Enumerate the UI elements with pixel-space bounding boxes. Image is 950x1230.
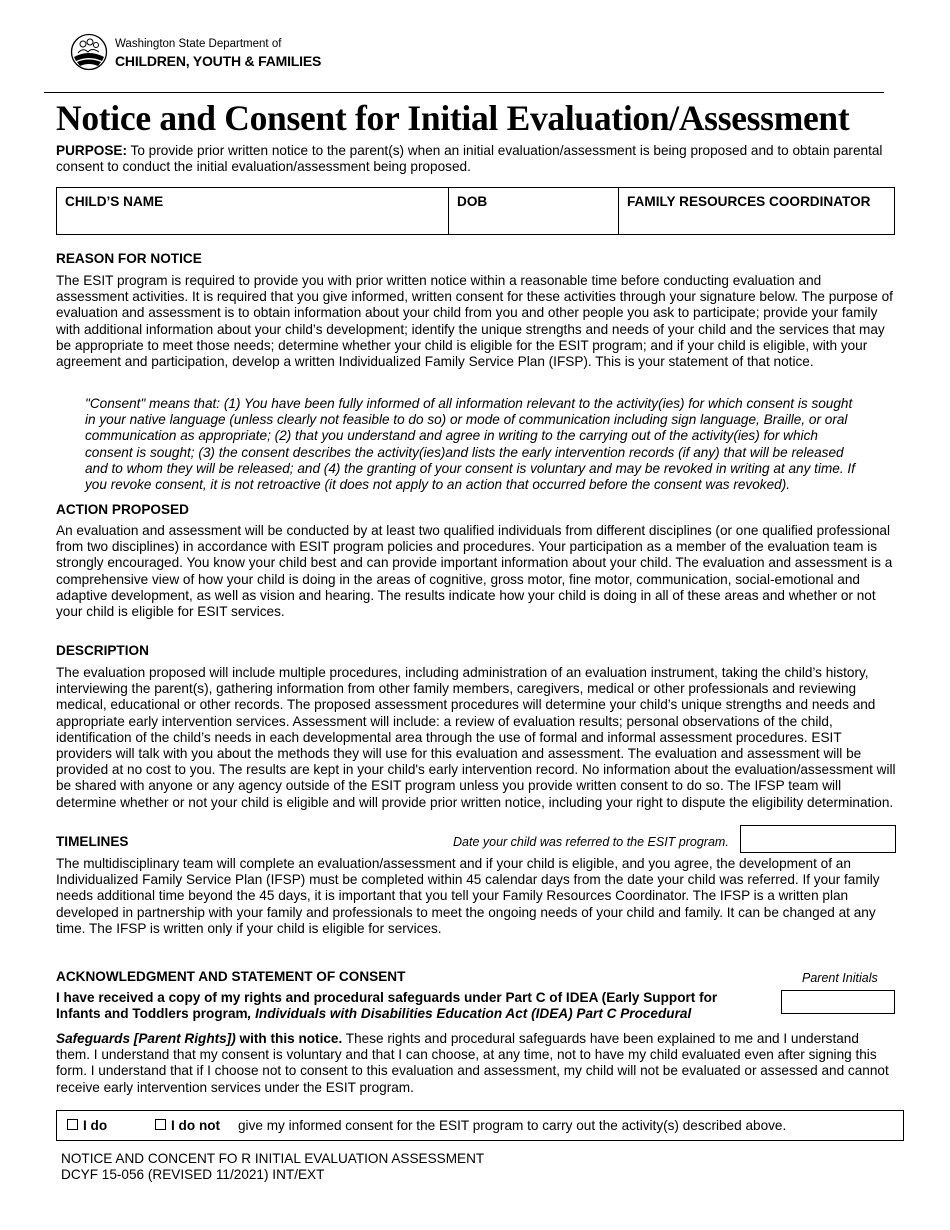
- ack-bold-line1: I have received a copy of my rights and procedural safeguards under Part C of IDEA (Early Support for: [56, 990, 718, 1005]
- org-name-line2: CHILDREN, YOUTH & FAMILIES: [115, 53, 322, 69]
- childs-name-label: CHILD’S NAME: [65, 194, 164, 209]
- ack-safeguards: Safeguards [Parent Rights]): [56, 1031, 236, 1046]
- form-title-footer: NOTICE AND CONCENT FO R INITIAL EVALUATION ASSESSMENT: [61, 1151, 485, 1166]
- timelines-heading: TIMELINES: [56, 834, 129, 849]
- consent-statement: give my informed consent for the ESIT program to carry out the activity(s) described above.: [238, 1118, 787, 1133]
- referral-date-label: Date your child was referred to the ESIT program.: [453, 835, 729, 849]
- parent-initials-label: Parent Initials: [802, 971, 878, 985]
- frc-field[interactable]: [619, 188, 895, 235]
- referral-date-input[interactable]: [740, 825, 896, 853]
- org-name-line1: Washington State Department of: [115, 38, 282, 50]
- i-do-checkbox[interactable]: [67, 1118, 107, 1133]
- ack-paragraph: [56, 1031, 896, 1096]
- ack-heading: ACKNOWLEDGMENT AND STATEMENT OF CONSENT: [56, 969, 406, 984]
- dcyf-logo: [70, 33, 322, 75]
- action-paragraph: An evaluation and assessment will be conducted by at least two qualified individuals from different disciplines (or one qualified professional from two disciplines) in accordance with ESIT program policies and procedures. Your participation as a member of the evaluation team is strongly encouraged. You know your child best and can provide important information about your child. The evaluation and assessment is a comprehensive view of how your child is doing in the areas of cognitive, gross motor, fine motor, communication, social-emotional and adaptive development, as well as vision and hearing. The results indicate how your child is doing in all of these areas and whether or not your child is eligible for ESIT services.: [56, 523, 893, 620]
- ack-bold-line2b: , Individuals with Disabilities Education Act (IDEA) Part C Procedural: [247, 1006, 692, 1022]
- ack-text: These rights and procedural safeguards have been explained to me and I understand them. I understand that my consent is voluntary and that I can choose, at any time, not to have my child evaluated even after signing this form. I understand that if I choose not to consent to this evaluation and assessment, my child will not be evaluated or assessed and cannot receive early intervention services under the ESIT program.: [56, 1031, 889, 1095]
- parent-initials-input[interactable]: [781, 990, 895, 1014]
- checkbox-icon: [155, 1119, 166, 1130]
- i-do-label: I do: [83, 1118, 108, 1133]
- description-heading: DESCRIPTION: [56, 643, 149, 658]
- ack-bold-statement: [56, 990, 776, 1022]
- consent-choice-bar: [56, 1110, 904, 1141]
- purpose-paragraph: [56, 143, 896, 175]
- description-paragraph: The evaluation proposed will include multiple procedures, including administration of an evaluation instrument, taking the child’s history, interviewing the parent(s), gathering information from other family members, caregivers, medical or other professionals and reviewing medical, educational or other records. The proposed assessment procedures will determine your child’s unique strengths and needs and appropriate early intervention services. Assessment will include: a review of evaluation results; personal observations of the child, identification of the child’s needs in each developmental area through the use of formal and informal assessment procedures. ESIT providers will talk with you about the methods they will use for this evaluation and assessment. The evaluation and assessment will be provided at no cost to you. The results are kept in your child's early intervention record. No information about the evaluation/assessment will be shared with anyone or any agency outside of the ESIT program unless you provide written consent to do so. The IFSP team will determine whether or not your child is eligible and will provide prior written notice, including your right to dispute the eligibility determination.: [56, 665, 896, 810]
- reason-heading: REASON FOR NOTICE: [56, 251, 202, 266]
- action-heading: ACTION PROPOSED: [56, 502, 189, 517]
- purpose-label: PURPOSE:: [56, 143, 128, 158]
- i-do-not-label: I do not: [171, 1118, 221, 1133]
- i-do-not-checkbox[interactable]: [155, 1118, 220, 1133]
- purpose-text: To provide prior written notice to the parent(s) when an initial evaluation/assessment is being proposed and to obtain parental consent to conduct the initial evaluation/assessment being proposed.: [56, 143, 883, 175]
- form-number-footer: DCYF 15-056 (REVISED 11/2021) INT/EXT: [61, 1167, 325, 1182]
- consent-definition: "Consent" means that: (1) You have been fully informed of all information relevant to the activity(ies) for which consent is sought in your native language (unless clearly not feasible to do so) or mode of communication including sign language, Braille, or oral communication as appropriate; (2) that you understand and agree in writing to the carrying out of the activity(ies) for which consent is sought; (3) the consent describes the activity(ies)and lists the early intervention records (if any) that will be released and to whom they will be released; and (4) the granting of your consent is voluntary and may be revoked in writing at any time. If you revoke consent, it is not retroactive (it does not apply to an action that occurred before the consent was revoked).: [85, 396, 855, 493]
- checkbox-icon: [67, 1119, 78, 1130]
- child-info-table: [56, 187, 895, 235]
- reason-paragraph: The ESIT program is required to provide you with prior written notice within a reasonable time before conducting evaluation and assessment activities. It is required that you give informed, written consent for these activities through your signature below. The purpose of evaluation and assessment is to obtain information about your child from you and other people you ask to participate; provide your family with additional information about your child’s development; identify the unique strengths and needs of your child and the services that may be appropriate to meet those needs; determine whether your child is eligible for the ESIT program; and if your child is eligible, with your agreement and participation, develop a written Individualized Family Service Plan (IFSP). This is your statement of that notice.: [56, 273, 893, 370]
- ack-bold-line2a: Infants and Toddlers program: [56, 1006, 248, 1022]
- frc-label: FAMILY RESOURCES COORDINATOR: [627, 194, 871, 209]
- header-rule: [44, 92, 884, 93]
- family-logo-icon: [70, 33, 108, 71]
- dob-field[interactable]: [449, 188, 619, 235]
- timelines-paragraph: The multidisciplinary team will complete an evaluation/assessment and if your child is eligible, and you agree, the development of an Individualized Family Service Plan (IFSP) must be completed within 45 calendar days from the date your child was referred. If your family needs additional time beyond the 45 days, it is important that you tell your Family Resources Coordinator. The IFSP is a written plan developed in partnership with your family and professionals to meet the ongoing needs of your child and family. It can be changed at any time. The IFSP is written only if your child is eligible for services.: [56, 856, 880, 936]
- ack-with-notice: with this notice.: [235, 1031, 343, 1046]
- dob-label: DOB: [457, 194, 488, 209]
- page-title: Notice and Consent for Initial Evaluation/Assessment: [56, 98, 850, 138]
- childs-name-field[interactable]: [57, 188, 449, 235]
